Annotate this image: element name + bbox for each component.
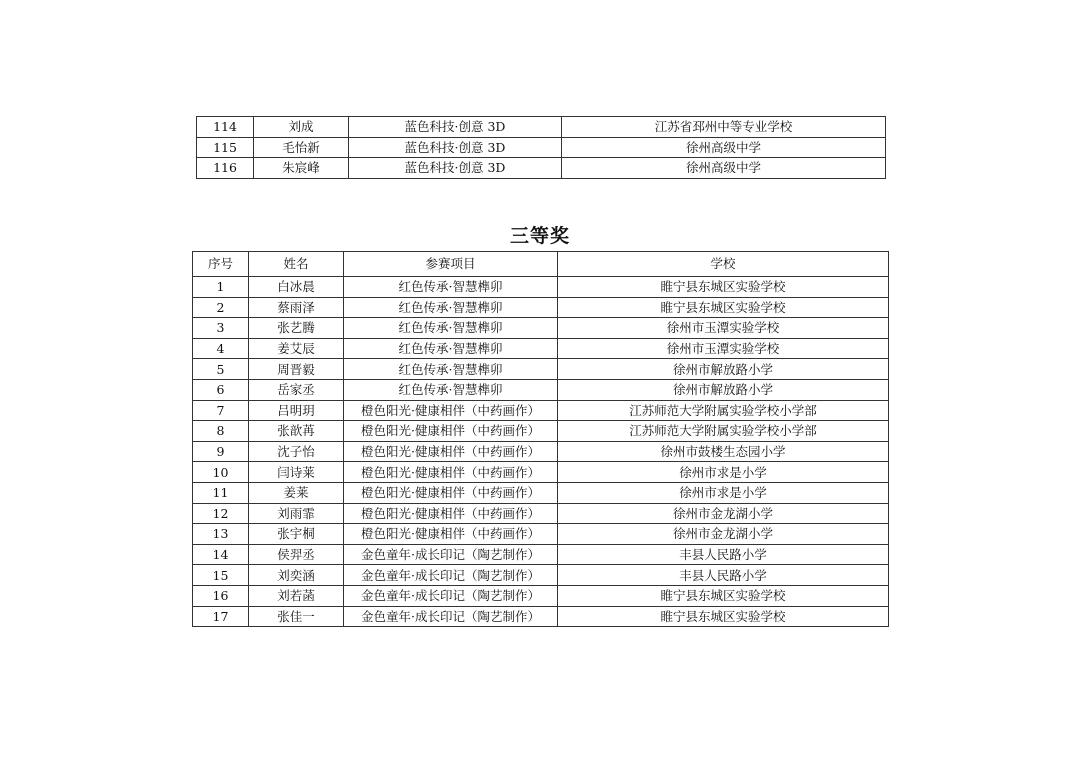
cell-project: 橙色阳光·健康相伴（中药画作） (344, 524, 558, 545)
cell-project: 橙色阳光·健康相伴（中药画作） (344, 503, 558, 524)
cell-name: 姜艾辰 (249, 338, 344, 359)
cell-project: 蓝色科技·创意 3D (349, 137, 562, 158)
cell-project: 橙色阳光·健康相伴（中药画作） (344, 441, 558, 462)
cell-name: 闫诗莱 (249, 462, 344, 483)
table-row (193, 297, 889, 318)
cell-index: 16 (193, 585, 249, 606)
cell-name: 张佳一 (249, 606, 344, 627)
cell-index: 5 (193, 359, 249, 380)
cell-index: 10 (193, 462, 249, 483)
cell-name: 刘若菡 (249, 585, 344, 606)
table-row (193, 359, 889, 380)
cell-school: 徐州市玉潭实验学校 (558, 318, 889, 339)
cell-index: 15 (193, 565, 249, 586)
cell-name: 朱宸峰 (254, 158, 349, 179)
cell-school: 丰县人民路小学 (558, 565, 889, 586)
header-name: 姓名 (249, 252, 344, 277)
cell-project: 橙色阳光·健康相伴（中药画作） (344, 421, 558, 442)
cell-index: 114 (197, 117, 254, 138)
cell-school: 徐州市金龙湖小学 (558, 524, 889, 545)
table-row (193, 524, 889, 545)
cell-index: 12 (193, 503, 249, 524)
cell-name: 吕明玥 (249, 400, 344, 421)
table-header-row (193, 252, 889, 277)
table-row (193, 318, 889, 339)
cell-index: 7 (193, 400, 249, 421)
cell-school: 徐州市玉潭实验学校 (558, 338, 889, 359)
cell-project: 红色传承·智慧榫卯 (344, 379, 558, 400)
cell-school: 徐州高级中学 (562, 137, 886, 158)
cell-school: 睢宁县东城区实验学校 (558, 277, 889, 298)
cell-index: 14 (193, 544, 249, 565)
cell-project: 红色传承·智慧榫卯 (344, 338, 558, 359)
table-row (193, 544, 889, 565)
cell-project: 橙色阳光·健康相伴（中药画作） (344, 482, 558, 503)
cell-name: 张歆苒 (249, 421, 344, 442)
cell-name: 刘奕涵 (249, 565, 344, 586)
table-row (193, 338, 889, 359)
cell-project: 红色传承·智慧榫卯 (344, 359, 558, 380)
cell-project: 橙色阳光·健康相伴（中药画作） (344, 462, 558, 483)
cell-project: 红色传承·智慧榫卯 (344, 318, 558, 339)
header-project: 参赛项目 (344, 252, 558, 277)
cell-index: 11 (193, 482, 249, 503)
cell-school: 徐州市求是小学 (558, 462, 889, 483)
cell-school: 徐州高级中学 (562, 158, 886, 179)
cell-name: 毛怡新 (254, 137, 349, 158)
cell-school: 睢宁县东城区实验学校 (558, 297, 889, 318)
cell-project: 金色童年·成长印记（陶艺制作） (344, 585, 558, 606)
cell-name: 刘成 (254, 117, 349, 138)
cell-name: 沈子怡 (249, 441, 344, 462)
cell-school: 睢宁县东城区实验学校 (558, 585, 889, 606)
cell-index: 9 (193, 441, 249, 462)
cell-school: 睢宁县东城区实验学校 (558, 606, 889, 627)
cell-name: 刘雨霏 (249, 503, 344, 524)
cell-project: 金色童年·成长印记（陶艺制作） (344, 544, 558, 565)
cell-school: 丰县人民路小学 (558, 544, 889, 565)
header-school: 学校 (558, 252, 889, 277)
cell-index: 115 (197, 137, 254, 158)
cell-project: 红色传承·智慧榫卯 (344, 297, 558, 318)
table-row (193, 400, 889, 421)
cell-school: 江苏省邳州中等专业学校 (562, 117, 886, 138)
cell-index: 8 (193, 421, 249, 442)
table-row (197, 117, 886, 138)
cell-school: 徐州市解放路小学 (558, 379, 889, 400)
cell-name: 岳家丞 (249, 379, 344, 400)
cell-name: 张艺腾 (249, 318, 344, 339)
table-row (193, 482, 889, 503)
table-row (193, 277, 889, 298)
cell-project: 金色童年·成长印记（陶艺制作） (344, 606, 558, 627)
cell-name: 周晋毅 (249, 359, 344, 380)
cell-index: 6 (193, 379, 249, 400)
cell-project: 蓝色科技·创意 3D (349, 117, 562, 138)
cell-name: 姜莱 (249, 482, 344, 503)
cell-name: 蔡雨泽 (249, 297, 344, 318)
table-row (197, 137, 886, 158)
table-row (193, 462, 889, 483)
table-row (193, 379, 889, 400)
cell-project: 蓝色科技·创意 3D (349, 158, 562, 179)
table-row (193, 606, 889, 627)
cell-name: 张宇桐 (249, 524, 344, 545)
third-prize-table-body (193, 277, 889, 627)
previous-award-table-body (197, 117, 886, 179)
cell-school: 徐州市求是小学 (558, 482, 889, 503)
cell-index: 4 (193, 338, 249, 359)
cell-project: 橙色阳光·健康相伴（中药画作） (344, 400, 558, 421)
header-index: 序号 (193, 252, 249, 277)
cell-index: 17 (193, 606, 249, 627)
cell-name: 白冰晨 (249, 277, 344, 298)
previous-award-table (196, 116, 886, 179)
cell-index: 116 (197, 158, 254, 179)
table-row (193, 421, 889, 442)
table-row (193, 585, 889, 606)
cell-school: 徐州市金龙湖小学 (558, 503, 889, 524)
cell-school: 江苏师范大学附属实验学校小学部 (558, 421, 889, 442)
cell-index: 1 (193, 277, 249, 298)
cell-project: 金色童年·成长印记（陶艺制作） (344, 565, 558, 586)
cell-school: 江苏师范大学附属实验学校小学部 (558, 400, 889, 421)
third-prize-table (192, 251, 889, 627)
cell-name: 侯羿丞 (249, 544, 344, 565)
cell-index: 3 (193, 318, 249, 339)
table-row (193, 565, 889, 586)
cell-index: 2 (193, 297, 249, 318)
table-row (193, 441, 889, 462)
cell-school: 徐州市解放路小学 (558, 359, 889, 380)
cell-index: 13 (193, 524, 249, 545)
table-row (197, 158, 886, 179)
cell-school: 徐州市鼓楼生态园小学 (558, 441, 889, 462)
section-title: 三等奖 (509, 225, 570, 247)
table-row (193, 503, 889, 524)
cell-project: 红色传承·智慧榫卯 (344, 277, 558, 298)
